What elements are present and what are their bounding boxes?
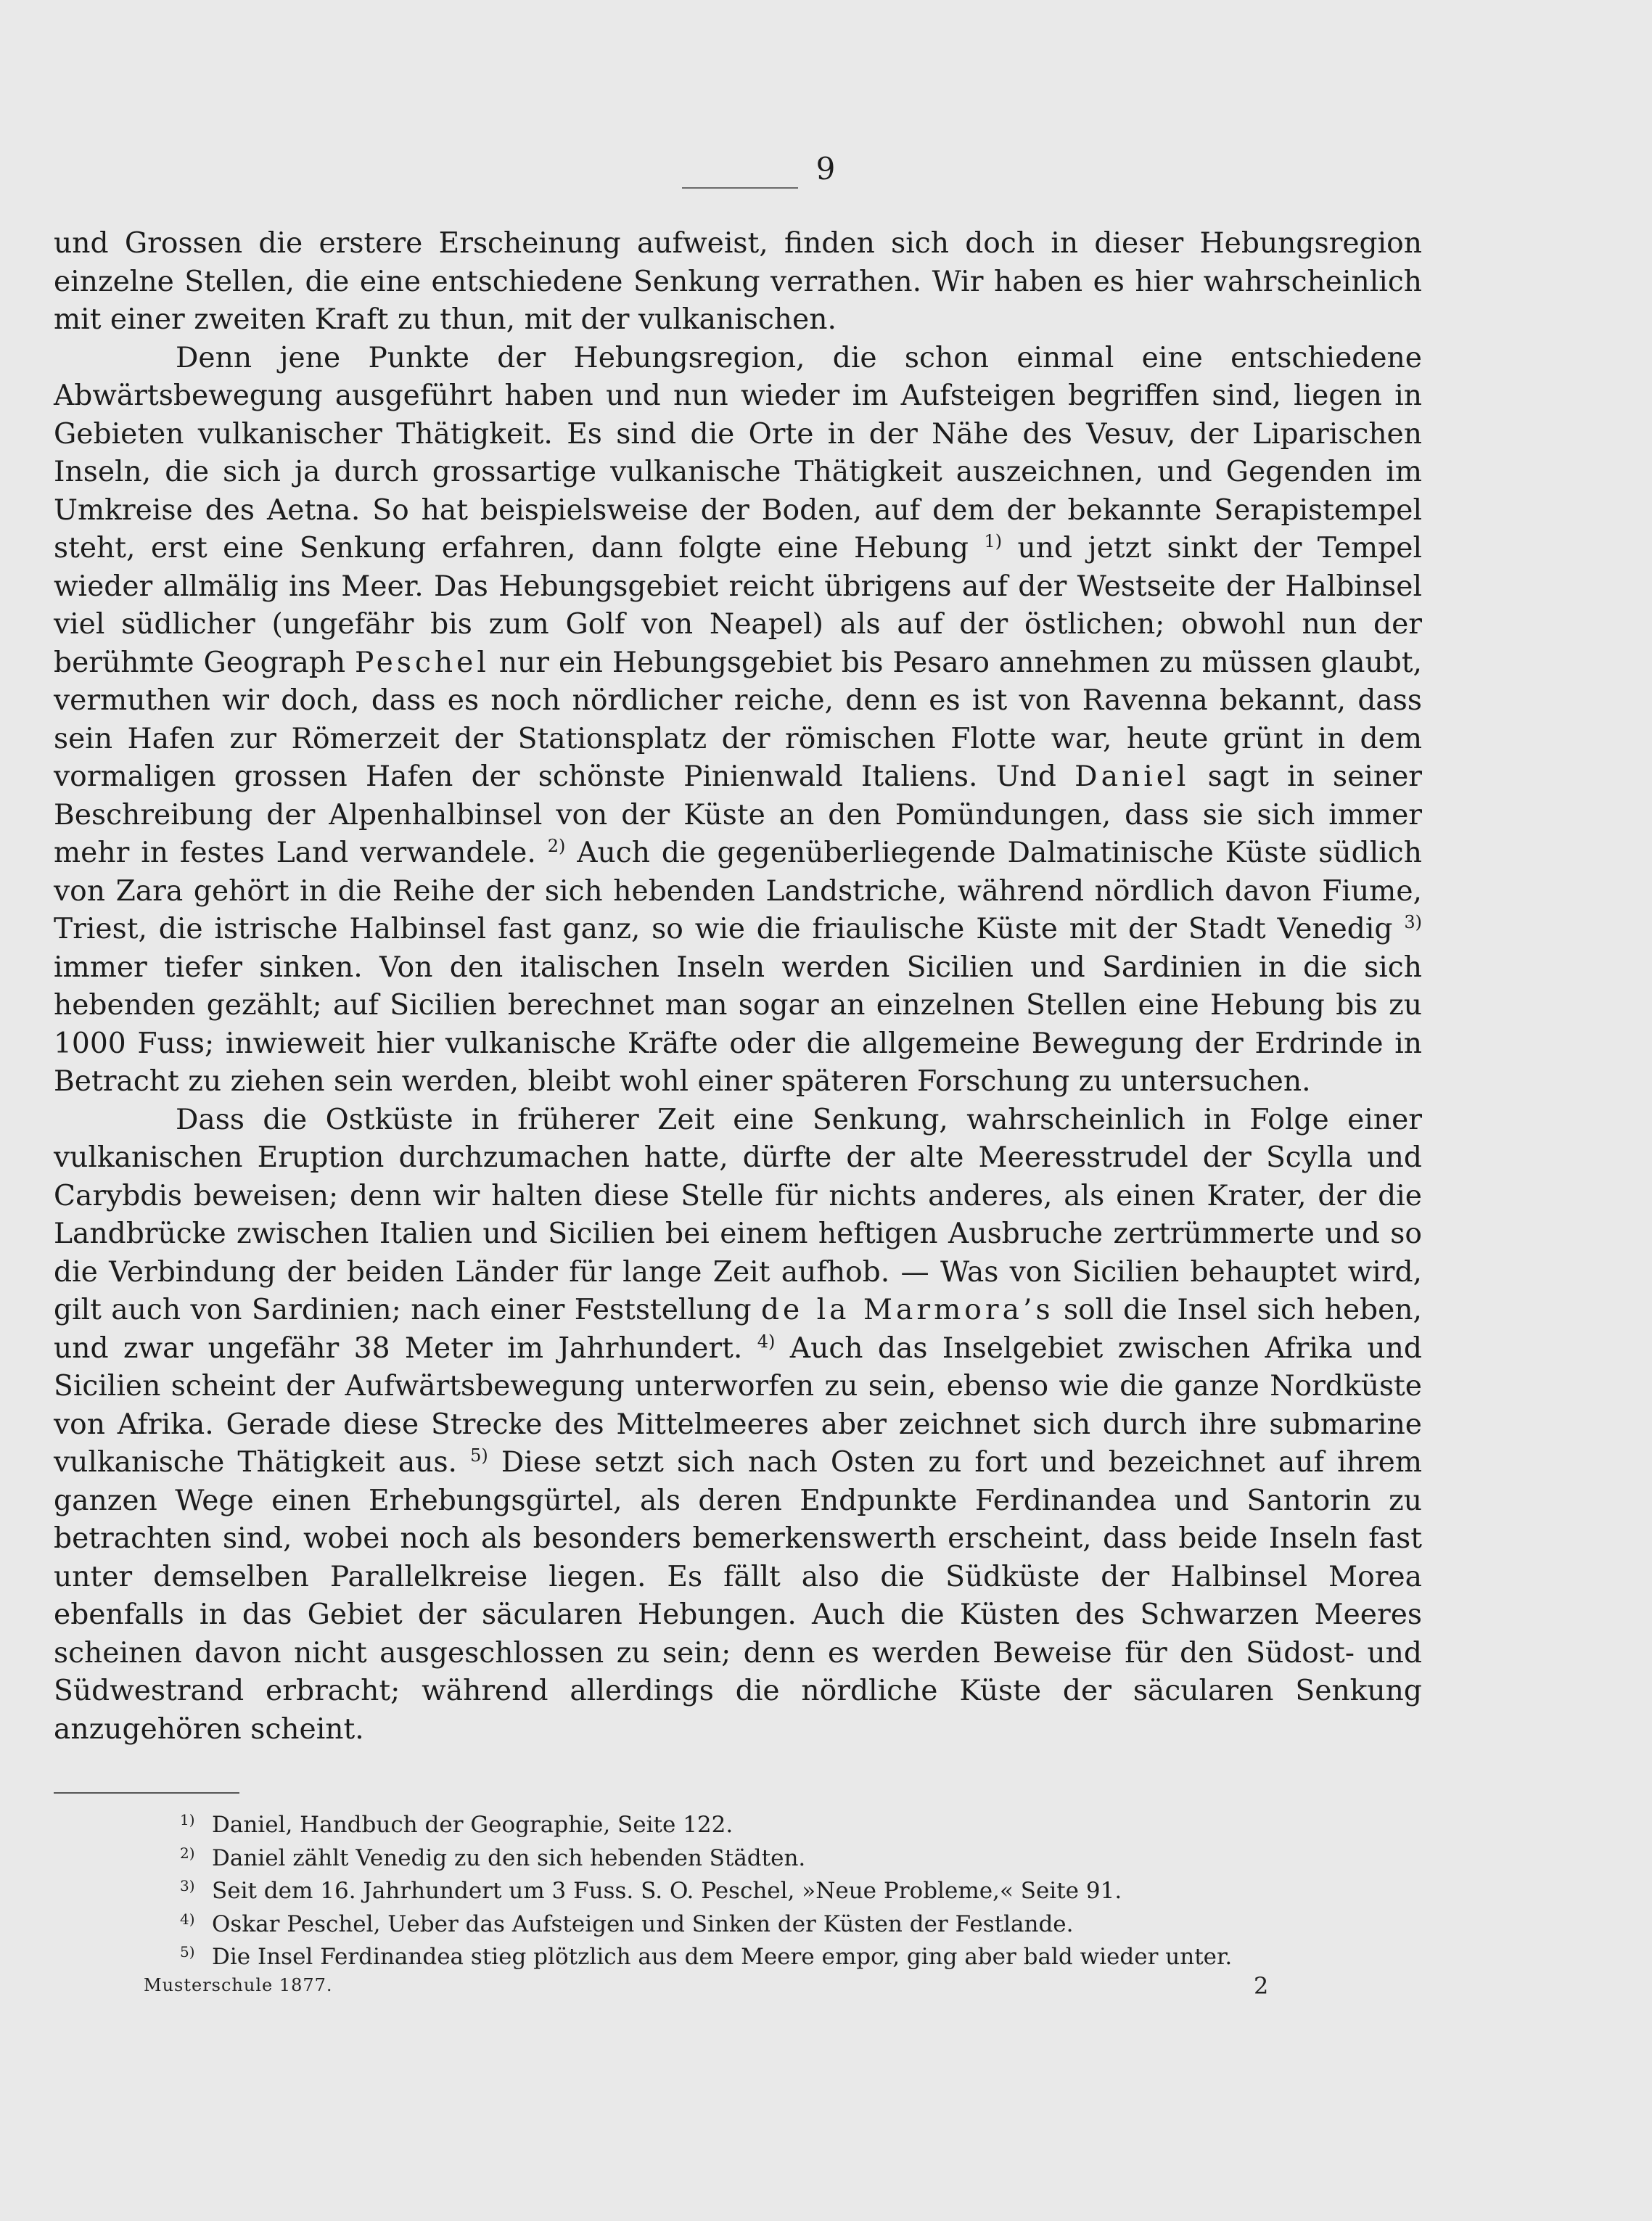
footnote — [180, 1842, 1413, 1876]
text-run: Dass die Ostküste in früherer Zeit eine Senkung, wahrscheinlich in Folge einer vulkanischen Eruption durchzumachen hatte, dürfte der alte Meeresstrudel der Scylla und Carybdis beweisen; denn wir halten diese Stelle für nichts anderes, als einen Krater, der die Landbrücke zwischen Italien und Sicilien bei einem heftigen Ausbruche zertrümmerte und so die Verbindung der beiden Länder für lange Zeit aufhob. — Was von Sicilien behauptet wird, gilt auch von Sardinien; nach einer Feststellung — [54, 1103, 1422, 1326]
text-run: sagt in seiner Beschreibung der Alpenhalbinsel von der Küste an den Pomündungen, dass sie sich immer mehr in festes Land verwandele. — [54, 760, 1422, 869]
text-run: Denn jene Punkte der Hebungsregion, die schon einmal eine entschiedene Abwärtsbewegung ausgeführt haben und nun wieder im Aufsteigen begriffen sind, liegen in Gebieten vulkanischer Thätigkeit. Es sind die Orte in der Nähe des Vesuv, der Liparischen Inseln, die sich ja durch grossartige vulkanische Thätigkeit auszeichnen, und Gegenden im Umkreise des Aetna. So hat beispielsweise der Boden, auf dem der bekannte Serapistempel steht, erst eine Senkung erfahren, dann folgte eine Hebung — [54, 341, 1422, 565]
paragraph — [54, 1101, 1422, 1749]
footnote-text: Daniel, Handbuch der Geographie, Seite 122. — [212, 1812, 733, 1838]
footnote — [180, 1809, 1413, 1842]
spaced-name: de la Marmora’s — [760, 1294, 1054, 1326]
footnote-reference: 1) — [984, 531, 1003, 551]
footnote-reference: 5) — [470, 1445, 488, 1466]
text-run: Auch das Inselgebiet zwischen Afrika und Sicilien scheint der Aufwärtsbewegung unterworfen zu sein, ebenso wie die ganze Nordküste von Afrika. Gerade diese Strecke des Mittelmeeres aber zeichnet sich durch ihre submarine vulkanische Thätigkeit aus. — [54, 1331, 1422, 1479]
footnote-mark — [180, 1875, 212, 1908]
text-run: nur ein Hebungsgebiet bis Pesaro annehmen zu müssen glaubt, vermuthen wir doch, dass es noch nördlicher reiche, denn es ist von Ravenna bekannt, dass sein Hafen zur Römerzeit der Stationsplatz der römischen Flotte war, heute grünt in dem vormaligen grossen Hafen der schönste Pinienwald Italiens. Und — [54, 646, 1422, 793]
footnote-text: Die Insel Ferdinandea stieg plötzlich aus dem Meere empor, ging aber bald wieder unter. — [212, 1944, 1233, 1971]
footnote-text: Daniel zählt Venedig zu den sich hebenden Städten. — [212, 1844, 806, 1871]
footnote-mark — [180, 1908, 212, 1942]
footnote-number: 3) — [180, 1877, 195, 1895]
footnote — [180, 1941, 1413, 1974]
text-run: und jetzt sinkt der Tempel wieder allmälig ins Meer. Das Hebungsgebiet reicht übrigens auf der Westseite der Halbinsel viel südlicher (ungefähr bis zum Golf von Neapel) als auf der östlichen; obwohl nun der berühmte Geograph — [54, 532, 1423, 679]
text-run: soll die Insel sich heben, und zwar ungefähr 38 Meter im Jahrhundert. — [54, 1294, 1422, 1365]
sheet-number: 2 — [1254, 1972, 1269, 2000]
spaced-name: Daniel — [1074, 760, 1190, 793]
footnote — [180, 1908, 1413, 1942]
footnote-mark — [180, 1809, 212, 1842]
footnotes — [180, 1809, 1413, 1974]
page-number: 9 — [815, 151, 837, 186]
spaced-name: Peschel — [355, 646, 490, 679]
footnote-number: 1) — [180, 1811, 195, 1828]
footnote-number: 4) — [180, 1910, 195, 1928]
text-run: Auch die gegenüberliegende Dalmatinische Küste südlich von Zara gehört in die Reihe der sich hebenden Landstriche, während nördlich davon Fiume, Triest, die istrische Halbinsel fast ganz, so wie die friaulische Küste mit der Stadt Venedig — [54, 837, 1422, 945]
footnote-mark — [180, 1941, 212, 1974]
footnote-text: Oskar Peschel, Ueber das Aufsteigen und Sinken der Küsten der Festlande. — [212, 1910, 1074, 1937]
text-run: und Grossen die erstere Erscheinung aufweist, finden sich doch in dieser Hebungsregion einzelne Stellen, die eine entschiedene Senkung verrathen. Wir haben es hier wahrscheinlich mit einer zweiten Kraft zu thun, mit der vulkanischen. — [54, 227, 1422, 336]
footnote-reference: 2) — [547, 836, 566, 856]
footnote-separator — [54, 1792, 239, 1794]
text-run: Diese setzt sich nach Osten zu fort und bezeichnet auf ihrem ganzen Wege einen Erhebungsgürtel, als deren Endpunkte Ferdinandea und Santorin zu betrachten sind, wobei noch als besonders bemerkenswerth erscheint, dass beide Inseln fast unter demselben Parallelkreise liegen. Es fällt also die Südküste der Halbinsel Morea ebenfalls in das Gebiet der säcularen Hebungen. Auch die Küsten des Schwarzen Meeres scheinen davon nicht ausgeschlossen zu sein; denn es werden Beweise für den Südost- und Südwestrand erbracht; während allerdings die nördliche Küste der säcularen Senkung anzugehören scheint. — [54, 1446, 1423, 1746]
paragraph — [54, 225, 1422, 340]
footnote — [180, 1875, 1413, 1908]
footnote-reference: 4) — [757, 1331, 776, 1352]
text-run: immer tiefer sinken. Von den italischen Inseln werden Sicilien und Sardinien in die sich hebenden gezählt; auf Sicilien berechnet man sogar an einzelnen Stellen eine Hebung bis zu 1000 Fuss; inwieweit hier vulkanische Kräfte oder die allgemeine Bewegung der Erdrinde in Betracht zu ziehen sein werden, bleibt wohl einer späteren Forschung zu untersuchen. — [54, 951, 1422, 1098]
footnote-reference: 3) — [1404, 912, 1422, 932]
footnote-mark — [180, 1842, 212, 1876]
footnote-text: Seit dem 16. Jahrhundert um 3 Fuss. S. O. Peschel, »Neue Probleme,« Seite 91. — [212, 1878, 1122, 1905]
page-number-ornament — [682, 187, 798, 192]
footnote-number: 5) — [180, 1943, 195, 1961]
printer-signature: Musterschule 1877. — [144, 1975, 333, 1995]
paragraph — [54, 340, 1422, 1101]
footnote-number: 2) — [180, 1844, 195, 1862]
body-text — [54, 225, 1422, 1749]
